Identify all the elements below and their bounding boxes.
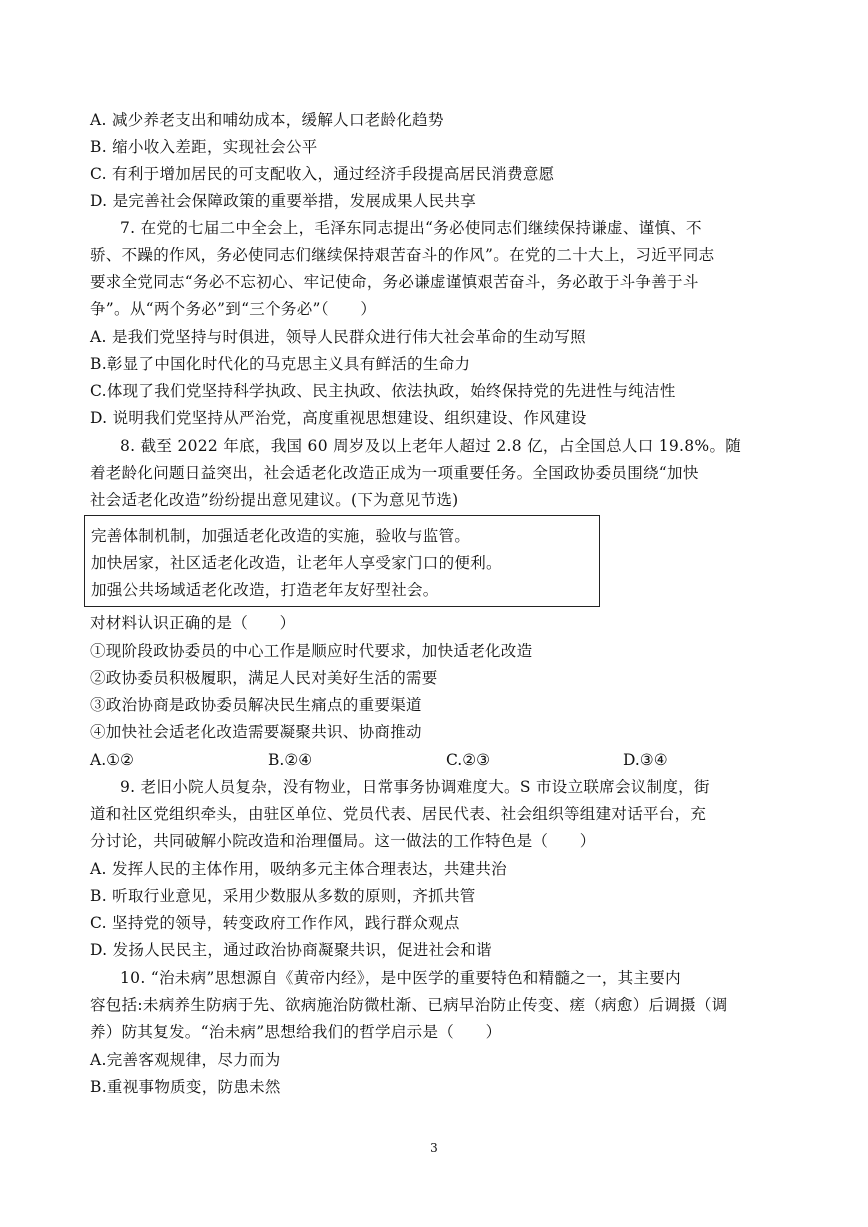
q8-stem-line-2: 着老龄化问题日益突出，社会适老化改造正成为一项重要任务。全国政协委员围绕“加快: [90, 464, 699, 482]
q8-choice-c: C.②③: [446, 751, 491, 769]
q9-stem-line-1: 9. 老旧小院人员复杂，没有物业，日常事务协调难度大。S 市设立联席会议制度，街: [120, 778, 710, 796]
q10-option-a: A.完善客观规律，尽力而为: [90, 1051, 281, 1069]
q9-stem-line-3: 分讨论，共同破解小院改造和治理僵局。这一做法的工作特色是（ ）: [90, 832, 596, 850]
q6-option-b: B. 缩小收入差距，实现社会公平: [90, 138, 318, 156]
q8-question: 对材料认识正确的是（ ）: [90, 614, 296, 632]
q9-option-c: C. 坚持党的领导，转变政府工作作风，践行群众观点: [90, 914, 460, 932]
q7-stem-line-4: 争”。从“两个务必”到“三个务必”（ ）: [90, 300, 377, 318]
page-number: 3: [430, 1141, 438, 1155]
q10-stem-line-1: 10. “治未病”思想源自《黄帝内经》，是中医学的重要特色和精髓之一，其主要内: [120, 969, 681, 987]
q7-option-b: B.彰显了中国化时代化的马克思主义具有鲜活的生命力: [90, 355, 471, 373]
q8-statement-3: ③政治协商是政协委员解决民生痛点的重要渠道: [90, 696, 422, 714]
q8-statement-2: ②政协委员积极履职，满足人民对美好生活的需要: [90, 669, 438, 687]
q7-stem-line-2: 骄、不躁的作风，务必使同志们继续保持艰苦奋斗的作风”。在党的二十大上，习近平同志: [90, 246, 715, 264]
q8-stem-line-1: 8. 截至 2022 年底，我国 60 周岁及以上老年人超过 2.8 亿，占全国总人口 19.8%。随: [120, 437, 742, 455]
q9-stem-line-2: 道和社区党组织牵头，由驻区单位、党员代表、居民代表、社会组织等组建对话平台，充: [90, 805, 707, 823]
q6-option-c: C. 有利于增加居民的可支配收入，通过经济手段提高居民消费意愿: [90, 165, 555, 183]
q6-option-a: A. 减少养老支出和哺幼成本，缓解人口老龄化趋势: [90, 111, 444, 129]
q8-choice-d: D.③④: [623, 751, 668, 769]
q8-material-box: [84, 515, 600, 607]
q9-option-d: D. 发扬人民民主，通过政治协商凝聚共识，促进社会和谐: [90, 941, 492, 959]
q9-option-b: B. 听取行业意见，采用少数服从多数的原则，齐抓共管: [90, 887, 476, 905]
q8-box-line-1: 完善体制机制，加强适老化改造的实施，验收与监管。: [91, 527, 471, 545]
q6-option-d: D. 是完善社会保障政策的重要举措，发展成果人民共享: [90, 192, 477, 210]
q7-stem-line-1: 7. 在党的七届二中全会上，毛泽东同志提出“务必使同志们继续保持谦虚、谨慎、不: [120, 219, 702, 237]
q8-statement-4: ④加快社会适老化改造需要凝聚共识、协商推动: [90, 723, 422, 741]
q9-option-a: A. 发挥人民的主体作用，吸纳多元主体合理表达，共建共治: [90, 860, 507, 878]
q7-stem-line-3: 要求全党同志“务必不忘初心、牢记使命，务必谦虚谨慎艰苦奋斗，务必敢于斗争善于斗: [90, 273, 699, 291]
q8-choice-b: B.②④: [268, 751, 313, 769]
q8-box-line-2: 加快居家，社区适老化改造，让老年人享受家门口的便利。: [91, 554, 502, 572]
q8-stem-line-3: 社会适老化改造”纷纷提出意见建议。(下为意见节选): [90, 491, 459, 509]
q8-choice-a: A.①②: [90, 751, 134, 769]
q8-box-line-3: 加强公共场域适老化改造，打造老年友好型社会。: [91, 581, 439, 599]
q10-stem-line-2: 容包括:未病养生防病于先、欲病施治防微杜渐、已病早治防止传变、瘥（病愈）后调摄（调: [90, 996, 728, 1014]
q7-option-a: A. 是我们党坚持与时俱进，领导人民群众进行伟大社会革命的生动写照: [90, 328, 586, 346]
q7-option-c: C.体现了我们党坚持科学执政、民主执政、依法执政，始终保持党的先进性与纯洁性: [90, 382, 676, 400]
q10-option-b: B.重视事物质变，防患未然: [90, 1078, 281, 1096]
q8-statement-1: ①现阶段政协委员的中心工作是顺应时代要求，加快适老化改造: [90, 642, 533, 660]
q10-stem-line-3: 养）防其复发。“治未病”思想给我们的哲学启示是（ ）: [90, 1023, 502, 1041]
q7-option-d: D. 说明我们党坚持从严治党，高度重视思想建设、组织建设、作风建设: [90, 409, 587, 427]
